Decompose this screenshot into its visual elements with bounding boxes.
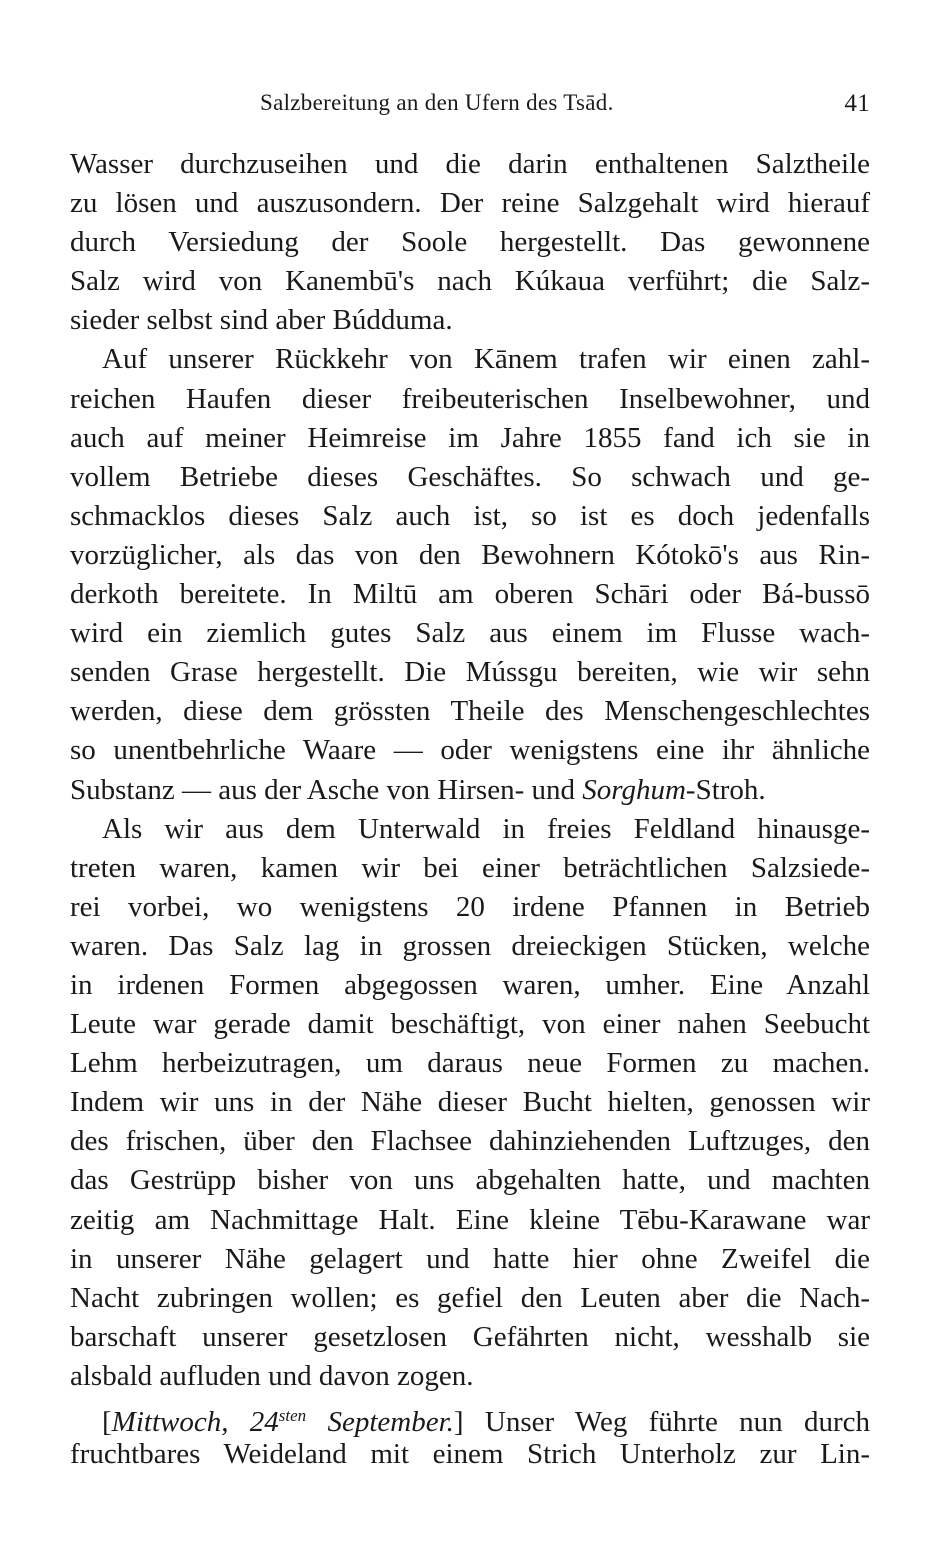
text-run: -Stroh.: [685, 773, 766, 806]
text-line: vollem Betriebe dieses Geschäftes. So schwach und ge-: [70, 460, 870, 493]
text-line: durch Versiedung der Soole hergestellt. Das gewonnene: [70, 226, 870, 259]
text-line: Salz wird von Kanembū's nach Kúkaua verführt; die Salz-: [70, 265, 870, 298]
text-line: [70, 1396, 871, 1438]
text-line: Indem wir uns in der Nähe dieser Bucht hielten, genossen wir: [70, 1086, 870, 1119]
text-line: vorzüglicher, als das von den Bewohnern Kótokō's aus Rin-: [70, 538, 870, 571]
text-line: reichen Haufen dieser freibeuterischen Inselbewohner, und: [70, 382, 870, 415]
text-line: Als wir aus dem Unterwald in freies Feldland hinausge-: [102, 812, 870, 845]
text-line: so unentbehrliche Waare — oder wenigstens eine ihr ähnliche: [70, 734, 870, 767]
text-line: in unserer Nähe gelagert und hatte hier ohne Zweifel die: [70, 1242, 870, 1275]
paragraph: [70, 810, 870, 1396]
text-line: Auf unserer Rückkehr von Kānem trafen wir einen zahl-: [102, 343, 870, 376]
paragraph: [70, 1396, 870, 1474]
text-line: fruchtbares Weideland mit einem Strich Unterholz zur Lin-: [70, 1438, 870, 1471]
text-line: treten waren, kamen wir bei einer beträchtlichen Salzsiede-: [70, 851, 870, 884]
text-line: in irdenen Formen abgegossen waren, umher. Eine Anzahl: [70, 968, 870, 1001]
paragraph: [70, 145, 870, 340]
text-line: zeitig am Nachmittage Halt. Eine kleine Tēbu-Karawane war: [70, 1203, 870, 1236]
text-line: wird ein ziemlich gutes Salz aus einem im Flusse wach-: [70, 617, 870, 650]
page-number: 41: [844, 90, 870, 117]
text-line: [70, 771, 870, 810]
text-line: Lehm herbeizutragen, um daraus neue Formen zu machen.: [70, 1047, 870, 1080]
paragraph: [70, 340, 870, 809]
date-month: September.: [306, 1406, 454, 1438]
text-line: Nacht zubringen wollen; es gefiel den Leuten aber die Nach-: [70, 1281, 870, 1314]
text-line: Leute war gerade damit beschäftigt, von einer nahen Seebucht: [70, 1008, 870, 1041]
date-day: Mittwoch, 24: [111, 1406, 279, 1438]
text-line: auch auf meiner Heimreise im Jahre 1855 fand ich sie in: [70, 421, 870, 454]
text-line: sieder selbst sind aber Búdduma.: [70, 304, 453, 337]
text-line: schmacklos dieses Salz auch ist, so ist es doch jedenfalls: [70, 499, 870, 532]
text-line: zu lösen und auszusondern. Der reine Salzgehalt wird hierauf: [70, 187, 870, 220]
text-line: Wasser durchzuseihen und die darin enthaltenen Salztheile: [70, 148, 870, 180]
text-line: werden, diese dem grössten Theile des Menschengeschlechtes: [70, 695, 870, 728]
text-line: senden Grase hergestellt. Die Mússgu bereiten, wie wir sehn: [70, 656, 870, 689]
text-line: derkoth bereitete. In Miltū am oberen Schāri oder Bá-bussō: [70, 578, 870, 611]
bracket: [: [102, 1406, 112, 1438]
running-head: [70, 90, 870, 130]
text-line: waren. Das Salz lag in grossen dreieckigen Stücken, welche: [70, 929, 870, 962]
text-line: alsbald aufluden und davon zogen.: [70, 1359, 474, 1392]
text-line: barschaft unserer gesetzlosen Gefährten nicht, wesshalb sie: [70, 1320, 870, 1353]
body-text: [70, 145, 870, 1474]
text-run: ] Unser Weg führte nun durch: [453, 1406, 871, 1438]
text-line: des frischen, über den Flachsee dahinziehenden Luftzuges, den: [70, 1125, 870, 1158]
text-run: Substanz — aus der Asche von Hirsen- und: [70, 773, 583, 806]
italic-term: Sorghum: [582, 773, 686, 806]
text-line: rei vorbei, wo wenigstens 20 irdene Pfannen in Betrieb: [70, 890, 870, 923]
running-title: Salzbereitung an den Ufern des Tsād.: [260, 90, 614, 115]
date-superscript: sten: [278, 1406, 307, 1425]
text-line: das Gestrüpp bisher von uns abgehalten hatte, und machten: [70, 1164, 870, 1197]
